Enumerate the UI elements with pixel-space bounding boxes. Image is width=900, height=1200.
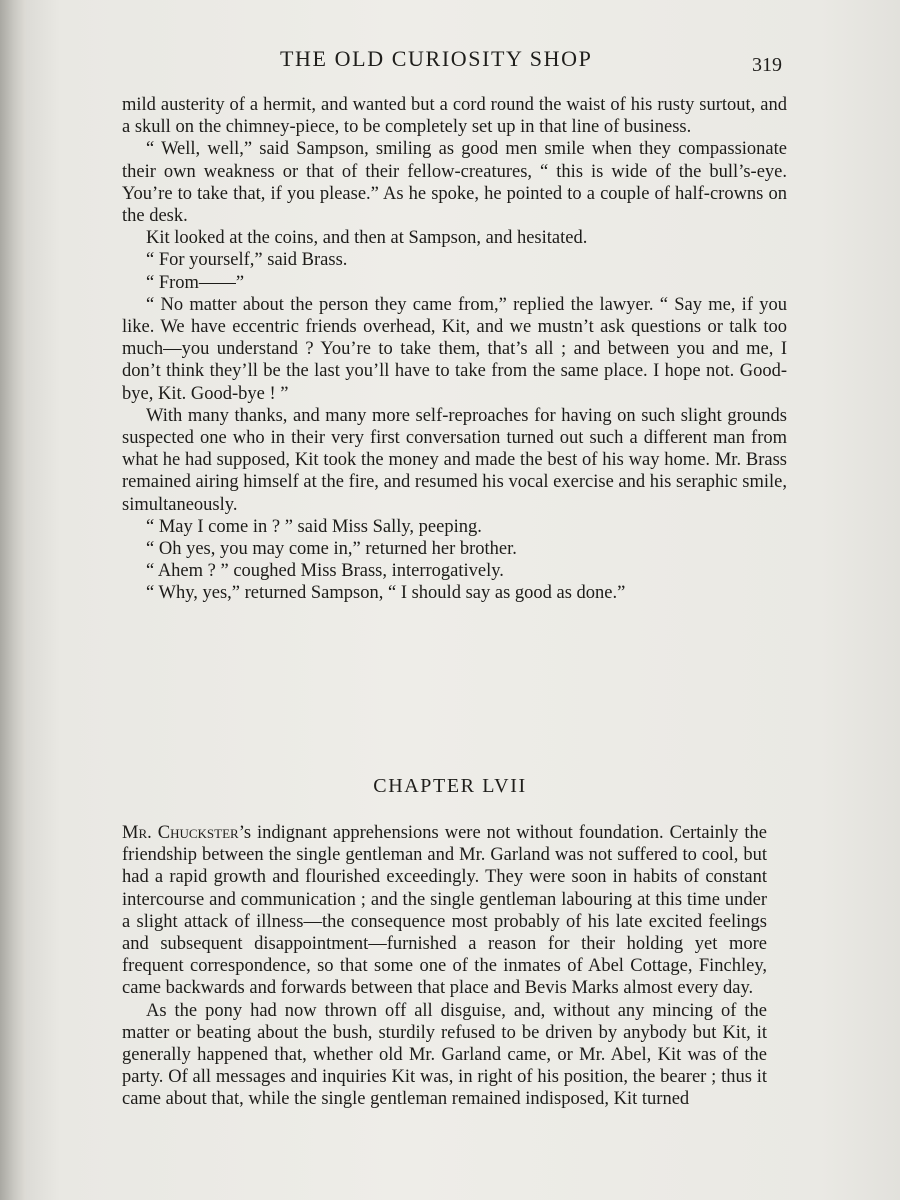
chapter-heading: CHAPTER LVII xyxy=(373,775,527,797)
paragraph: With many thanks, and many more self-reproaches for having on such slight grounds suspected one who in their very first conversation turned out such a different man from what he had supposed, Kit took the money and made the best of his way home. Mr. Brass remained airing himself at the fire, and resumed his vocal exercise and his seraphic smile, simultaneously. xyxy=(122,405,787,515)
paragraph: “ From——” xyxy=(146,272,245,293)
book-gutter xyxy=(0,0,26,1200)
paragraph: “ No matter about the person they came from,” replied the lawyer. “ Say me, if you like. We have eccentric friends overhead, Kit, and we mustn’t ask questions or talk too much—you understand ? You’re to take them, that’s all ; and between you and me, I don’t think they’ll be the last you’ll have to take from the same place. I hope not. Good-bye, Kit. Good-bye ! ” xyxy=(122,294,787,404)
text-block-bottom xyxy=(122,822,767,1111)
paragraph: “ Well, well,” said Sampson, smiling as good men smile when they compassionate their own weakness or that of their fellow-creatures, “ this is wide of the bull’s-eye. You’re to take that, if you please.” As he spoke, he pointed to a couple of half-crowns on the desk. xyxy=(122,139,787,227)
chapter-opening-paragraph xyxy=(122,822,767,1000)
book-title-header: THE OLD CURIOSITY SHOP xyxy=(280,46,593,71)
paragraph: “ Oh yes, you may come in,” returned her brother. xyxy=(146,539,517,560)
running-head xyxy=(0,44,900,74)
paragraph: mild austerity of a hermit, and wanted but a cord round the waist of his rusty surtout, and a skull on the chimney-piece, to be completely set up in that line of business. xyxy=(122,95,787,138)
paragraph: “ Why, yes,” returned Sampson, “ I should say as good as done.” xyxy=(146,583,626,604)
paragraph: “ Ahem ? ” coughed Miss Brass, interrogatively. xyxy=(146,561,504,582)
paragraph: “ For yourself,” said Brass. xyxy=(146,250,348,271)
paragraph: As the pony had now thrown off all disguise, and, without any mincing of the matter or beating about the bush, sturdily refused to be driven by anybody but Kit, it generally happened that, whether old Mr. Garland came, or Mr. Abel, Kit was of the party. Of all messages and inquiries Kit was, in right of his position, the bearer ; thus it came about that, while the single gentleman remained indisposed, Kit turned xyxy=(122,1000,767,1110)
paragraph: “ May I come in ? ” said Miss Sally, peeping. xyxy=(146,516,482,537)
page-number: 319 xyxy=(752,54,782,76)
chapter-opening-small-caps: Mr. Chuckster xyxy=(122,823,239,843)
paragraph: Kit looked at the coins, and then at Sampson, and hesitated. xyxy=(146,228,588,249)
text-block-top xyxy=(122,94,787,605)
chapter-opening-text: ’s indignant apprehensions were not without foundation. Certainly the friendship between the single gentleman and Mr. Garland was not suffered to cool, but had a rapid growth and flourished exceedingly. They were soon in habits of constant intercourse and communication ; and the single gentleman labouring at this time under a slight attack of illness—the consequence most probably of his late excited feelings and subsequent disappointment—furnished a reason for their holding yet more frequent correspondence, so that some one of the inmates of Abel Cottage, Finchley, came backwards and forwards between that place and Bevis Marks almost every day. xyxy=(122,823,768,999)
